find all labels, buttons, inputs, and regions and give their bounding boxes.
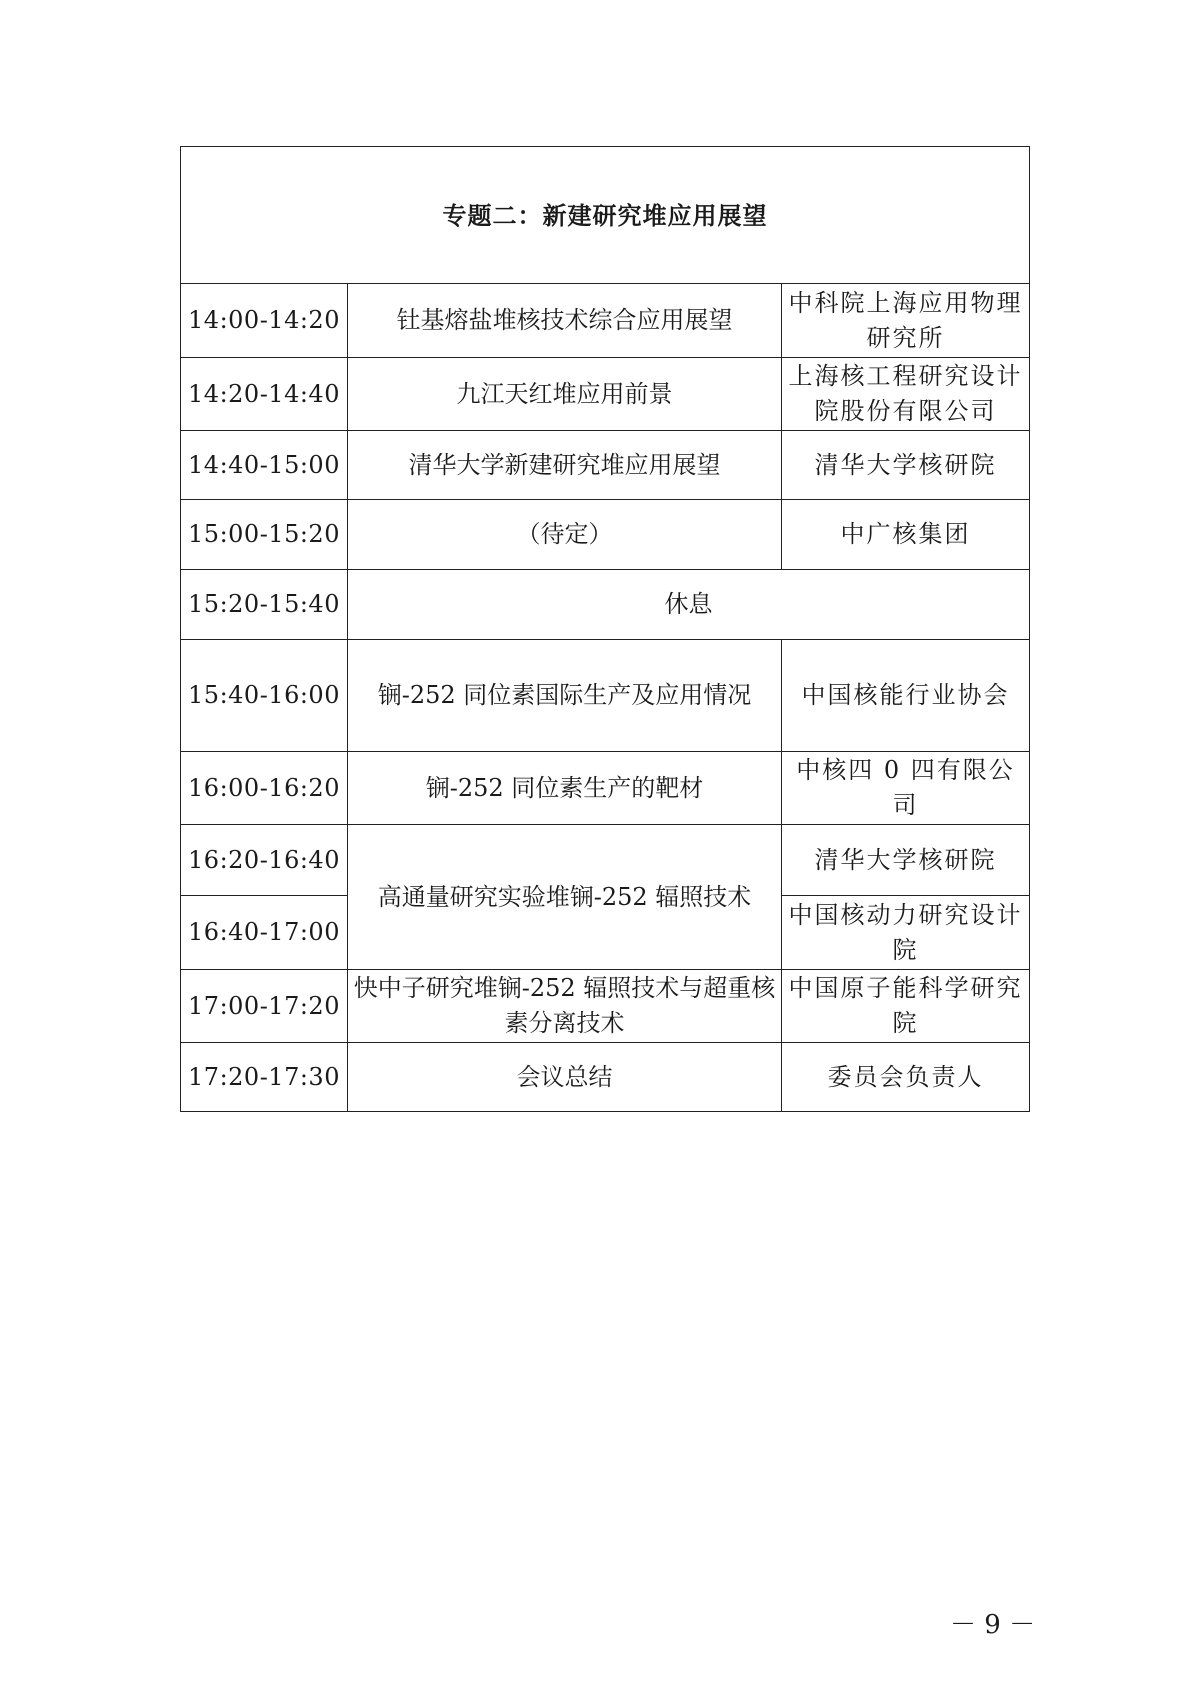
time-slot: 16:20-16:40 <box>181 825 348 896</box>
table-row <box>181 640 1030 752</box>
talk-topic: 锎-252 同位素生产的靶材 <box>348 752 782 825</box>
time-slot: 16:40-17:00 <box>181 896 348 970</box>
time-slot: 17:00-17:20 <box>181 970 348 1043</box>
table-row <box>181 358 1030 431</box>
speaker-org: 中国核动力研究设计院 <box>782 896 1030 970</box>
talk-topic: 快中子研究堆锎-252 辐照技术与超重核素分离技术 <box>348 970 782 1043</box>
time-slot: 15:20-15:40 <box>181 570 348 640</box>
speaker-org: 中广核集团 <box>782 500 1030 570</box>
table-row <box>181 752 1030 825</box>
talk-topic: 清华大学新建研究堆应用展望 <box>348 431 782 500</box>
agenda-table <box>180 146 1030 1112</box>
table-row <box>181 970 1030 1043</box>
page-number: － 9 － <box>950 1610 1036 1640</box>
table-row <box>181 825 1030 896</box>
speaker-org: 中核四 0 四有限公司 <box>782 752 1030 825</box>
talk-topic: 钍基熔盐堆核技术综合应用展望 <box>348 284 782 358</box>
speaker-org: 委员会负责人 <box>782 1043 1030 1112</box>
time-slot: 14:00-14:20 <box>181 284 348 358</box>
table-row <box>181 570 1030 640</box>
speaker-org: 清华大学核研院 <box>782 431 1030 500</box>
speaker-org: 中国核能行业协会 <box>782 640 1030 752</box>
table-row <box>181 500 1030 570</box>
section-title: 专题二：新建研究堆应用展望 <box>181 147 1030 284</box>
talk-topic: （待定） <box>348 500 782 570</box>
table-row <box>181 284 1030 358</box>
title-row <box>181 147 1030 284</box>
speaker-org: 上海核工程研究设计院股份有限公司 <box>782 358 1030 431</box>
break-label: 休息 <box>348 570 1030 640</box>
talk-topic: 九江天红堆应用前景 <box>348 358 782 431</box>
time-slot: 15:40-16:00 <box>181 640 348 752</box>
talk-topic: 会议总结 <box>348 1043 782 1112</box>
table-row <box>181 1043 1030 1112</box>
speaker-org: 中科院上海应用物理研究所 <box>782 284 1030 358</box>
time-slot: 15:00-15:20 <box>181 500 348 570</box>
speaker-org: 清华大学核研院 <box>782 825 1030 896</box>
time-slot: 14:20-14:40 <box>181 358 348 431</box>
talk-topic: 高通量研究实验堆锎-252 辐照技术 <box>348 825 782 970</box>
talk-topic: 锎-252 同位素国际生产及应用情况 <box>348 640 782 752</box>
time-slot: 17:20-17:30 <box>181 1043 348 1112</box>
time-slot: 16:00-16:20 <box>181 752 348 825</box>
table-row <box>181 431 1030 500</box>
time-slot: 14:40-15:00 <box>181 431 348 500</box>
speaker-org: 中国原子能科学研究院 <box>782 970 1030 1043</box>
